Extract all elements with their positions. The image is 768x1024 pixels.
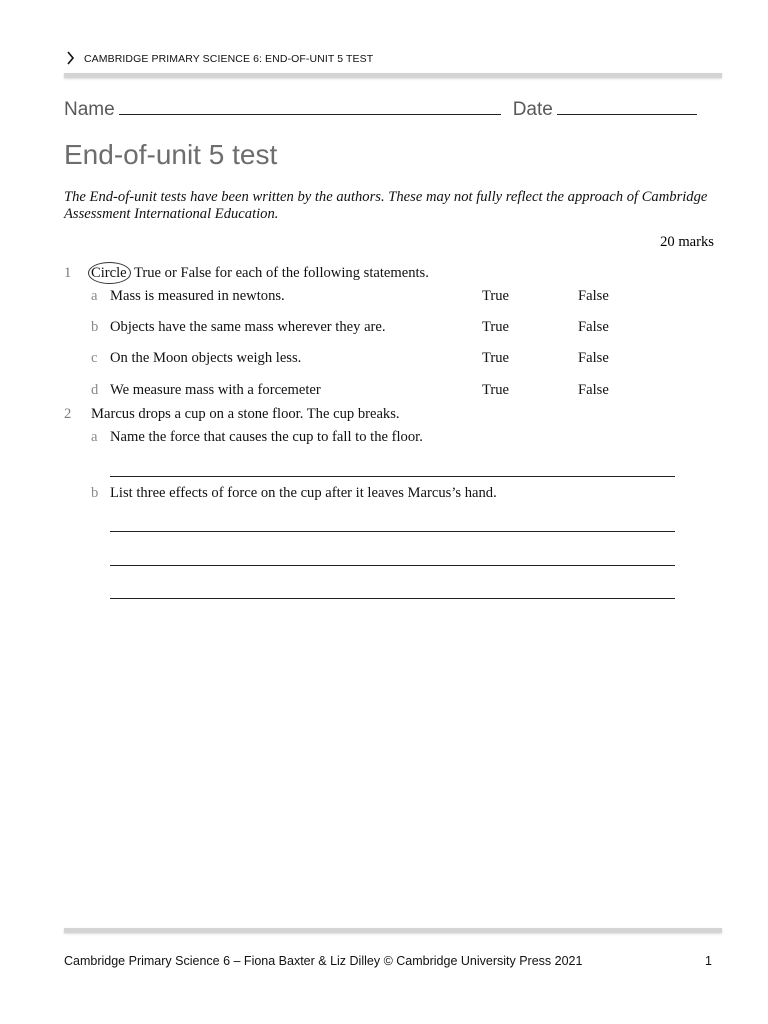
item-letter: d [91, 382, 99, 398]
header-divider [64, 73, 722, 78]
answer-line[interactable] [110, 476, 675, 477]
false-option[interactable]: False [578, 350, 609, 366]
true-option[interactable]: True [482, 382, 510, 398]
statement-text: We measure mass with a forcemeter [110, 382, 321, 398]
page-number: 1 [705, 954, 712, 968]
prompt-text: List three effects of force on the cup after it leaves Marcus’s hand. [110, 485, 497, 501]
item-letter: a [91, 429, 98, 445]
statement-text: On the Moon objects weigh less. [110, 350, 302, 366]
true-option[interactable]: True [482, 288, 510, 304]
name-field[interactable] [119, 98, 501, 115]
name-label: Name [64, 99, 115, 120]
false-option[interactable]: False [578, 382, 609, 398]
date-label: Date [512, 99, 553, 120]
chevron-right-icon [66, 51, 78, 68]
date-field[interactable] [557, 98, 697, 115]
true-option[interactable]: True [482, 319, 510, 335]
question-1-text [91, 265, 429, 282]
question-number: 1 [64, 265, 72, 281]
question-number: 2 [64, 406, 72, 422]
item-letter: b [91, 319, 99, 335]
page-title: End-of-unit 5 test [64, 139, 278, 170]
false-option[interactable]: False [578, 319, 609, 335]
false-option[interactable]: False [578, 288, 609, 304]
prompt-text: Name the force that causes the cup to fall to the floor. [110, 429, 423, 445]
answer-line[interactable] [110, 531, 675, 532]
footer-divider [64, 928, 722, 933]
statement-text: Objects have the same mass wherever they are. [110, 319, 386, 335]
item-letter: c [91, 350, 98, 366]
total-marks: 20 marks [660, 234, 714, 250]
intro-note: The End-of-unit tests have been written by the authors. These may not fully reflect the approach of Cambridge Assessment International Education. [64, 189, 708, 222]
running-head [66, 50, 373, 68]
circle-instruction-word: Circle [91, 265, 127, 281]
name-date-line [64, 98, 722, 121]
answer-line[interactable] [110, 565, 675, 566]
answer-line[interactable] [110, 598, 675, 599]
statement-text: Mass is measured in newtons. [110, 288, 285, 304]
true-option[interactable]: True [482, 350, 510, 366]
item-letter: a [91, 288, 98, 304]
running-title: CAMBRIDGE PRIMARY SCIENCE 6: END-OF-UNIT 5 TEST [84, 53, 374, 65]
item-letter: b [91, 485, 99, 501]
question-1-instruction: True or False for each of the following statements. [133, 265, 429, 281]
footer-credit: Cambridge Primary Science 6 – Fiona Baxter & Liz Dilley © Cambridge University Press 2021 [64, 954, 583, 968]
question-2-text: Marcus drops a cup on a stone floor. The cup breaks. [91, 406, 400, 422]
